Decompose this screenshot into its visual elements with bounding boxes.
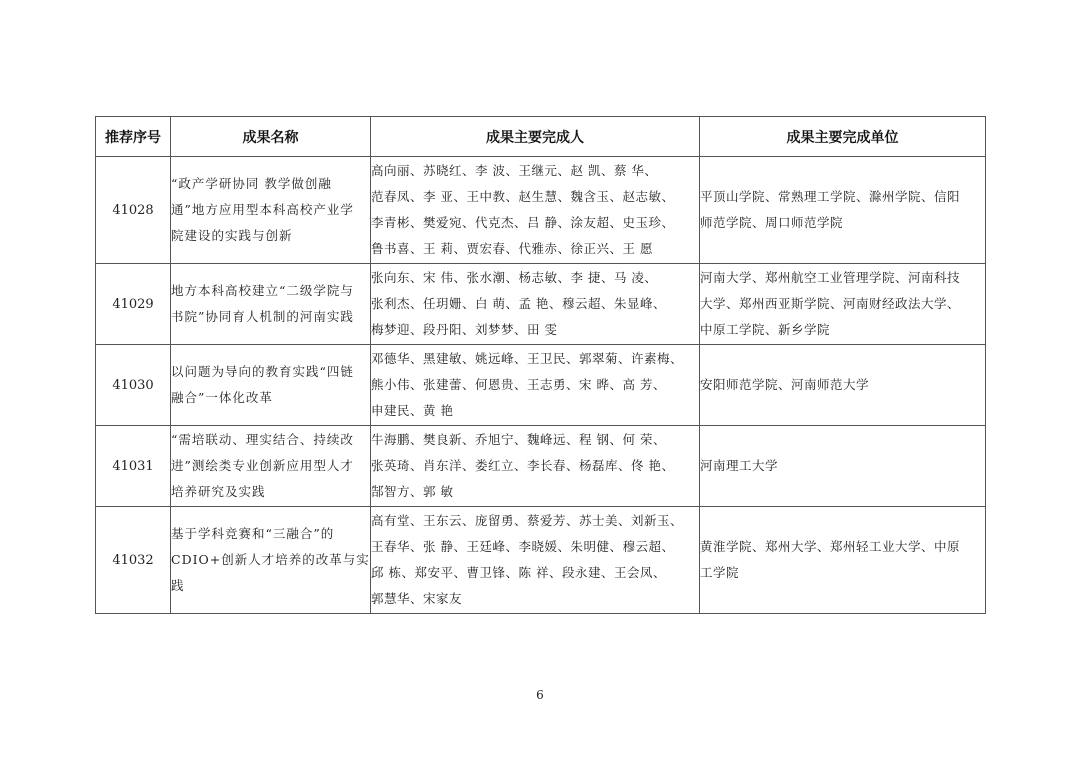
- contributors-line: 熊小伟、张建蕾、何恩贵、王志勇、宋 晔、高 芳、: [371, 377, 666, 392]
- result-name-line: 院建设的实践与创新: [171, 228, 293, 243]
- result-name-cell: [171, 264, 371, 345]
- table-row: [96, 264, 986, 345]
- result-name-line: 通”地方应用型本科高校产业学: [171, 202, 354, 217]
- contributors-line: 高有堂、王东云、庞留勇、蔡爱芳、苏士美、刘新玉、: [371, 513, 684, 528]
- units-line: 工学院: [700, 565, 740, 580]
- row-id: 41028: [96, 157, 171, 264]
- row-id: 41029: [96, 264, 171, 345]
- result-name-line: “政产学研协同 教学做创融: [171, 176, 332, 191]
- result-name-cell: [171, 507, 371, 614]
- result-name-line: 培养研究及实践: [171, 484, 266, 499]
- result-name-line: 地方本科高校建立“二级学院与: [171, 283, 354, 298]
- contributors-cell: [371, 507, 700, 614]
- row-id: 41032: [96, 507, 171, 614]
- table-header-row: [96, 117, 986, 157]
- contributors-line: 王春华、张 静、王廷峰、李晓媛、朱明健、穆云超、: [371, 539, 675, 554]
- units-line: 大学、郑州西亚斯学院、河南财经政法大学、: [700, 296, 961, 311]
- result-name-line: 融合”一体化改革: [171, 390, 273, 405]
- table-row: [96, 426, 986, 507]
- units-line: 中原工学院、新乡学院: [700, 322, 831, 337]
- header-main-contributors: 成果主要完成人: [371, 117, 700, 157]
- header-recommend-number: 推荐序号: [96, 117, 171, 157]
- units-cell: [700, 426, 986, 507]
- result-name-line: 基于学科竞赛和“三融合”的: [171, 526, 335, 541]
- contributors-cell: [371, 157, 700, 264]
- contributors-line: 张利杰、任玥姗、白 萌、孟 艳、穆云超、朱显峰、: [371, 296, 666, 311]
- result-name-line: CDIO+创新人才培养的改革与实: [171, 552, 370, 567]
- contributors-line: 邓德华、黑建敏、姚远峰、王卫民、郭翠菊、许素梅、: [371, 351, 684, 366]
- units-cell: [700, 264, 986, 345]
- contributors-line: 鲁书喜、王 莉、贾宏春、代雅赤、徐正兴、王 愿: [371, 241, 653, 256]
- row-id: 41030: [96, 345, 171, 426]
- result-name-line: “需培联动、理实结合、持续改: [171, 432, 354, 447]
- result-name-cell: [171, 157, 371, 264]
- contributors-cell: [371, 345, 700, 426]
- result-name-line: 以问题为导向的教育实践“四链: [171, 364, 354, 379]
- units-line: 安阳师范学院、河南师范大学: [700, 377, 870, 392]
- contributors-line: 牛海鹏、樊良新、乔旭宁、魏峰远、程 钢、何 荣、: [371, 432, 666, 447]
- contributors-cell: [371, 264, 700, 345]
- contributors-line: 范春凤、李 亚、王中教、赵生慧、魏含玉、赵志敏、: [371, 189, 675, 204]
- contributors-line: 高向丽、苏晓红、李 波、王继元、赵 凯、蔡 华、: [371, 163, 658, 178]
- contributors-line: 张英琦、肖东洋、娄红立、李长春、杨磊库、佟 艳、: [371, 458, 675, 473]
- table-row: [96, 507, 986, 614]
- units-line: 平顶山学院、常熟理工学院、滁州学院、信阳: [700, 189, 961, 204]
- units-cell: [700, 157, 986, 264]
- header-result-name: 成果名称: [171, 117, 371, 157]
- contributors-line: 李青彬、樊爱宛、代克杰、吕 静、涂友超、史玉珍、: [371, 215, 675, 230]
- units-cell: [700, 345, 986, 426]
- contributors-line: 梅梦迎、段丹阳、刘梦梦、田 雯: [371, 322, 558, 337]
- units-line: 师范学院、周口师范学院: [700, 215, 844, 230]
- contributors-line: 郭慧华、宋家友: [371, 591, 463, 606]
- units-line: 黄淮学院、郑州大学、郑州轻工业大学、中原: [700, 539, 961, 554]
- header-main-units: 成果主要完成单位: [700, 117, 986, 157]
- units-line: 河南理工大学: [700, 458, 779, 473]
- contributors-line: 郜智方、郭 敏: [371, 484, 454, 499]
- table-row: [96, 345, 986, 426]
- units-line: 河南大学、郑州航空工业管理学院、河南科技: [700, 270, 961, 285]
- units-cell: [700, 507, 986, 614]
- results-table: [95, 116, 986, 614]
- result-name-cell: [171, 345, 371, 426]
- result-name-cell: [171, 426, 371, 507]
- result-name-line: 书院”协同育人机制的河南实践: [171, 309, 354, 324]
- result-name-line: 进”测绘类专业创新应用型人才: [171, 458, 354, 473]
- contributors-line: 申建民、黄 艳: [371, 403, 454, 418]
- contributors-line: 张向东、宋 伟、张水潮、杨志敏、李 捷、马 凌、: [371, 270, 658, 285]
- contributors-cell: [371, 426, 700, 507]
- contributors-line: 邱 栋、郑安平、曹卫锋、陈 祥、段永建、王会凤、: [371, 565, 666, 580]
- page-number: 6: [536, 688, 544, 702]
- table-row: [96, 157, 986, 264]
- result-name-line: 践: [171, 578, 185, 593]
- row-id: 41031: [96, 426, 171, 507]
